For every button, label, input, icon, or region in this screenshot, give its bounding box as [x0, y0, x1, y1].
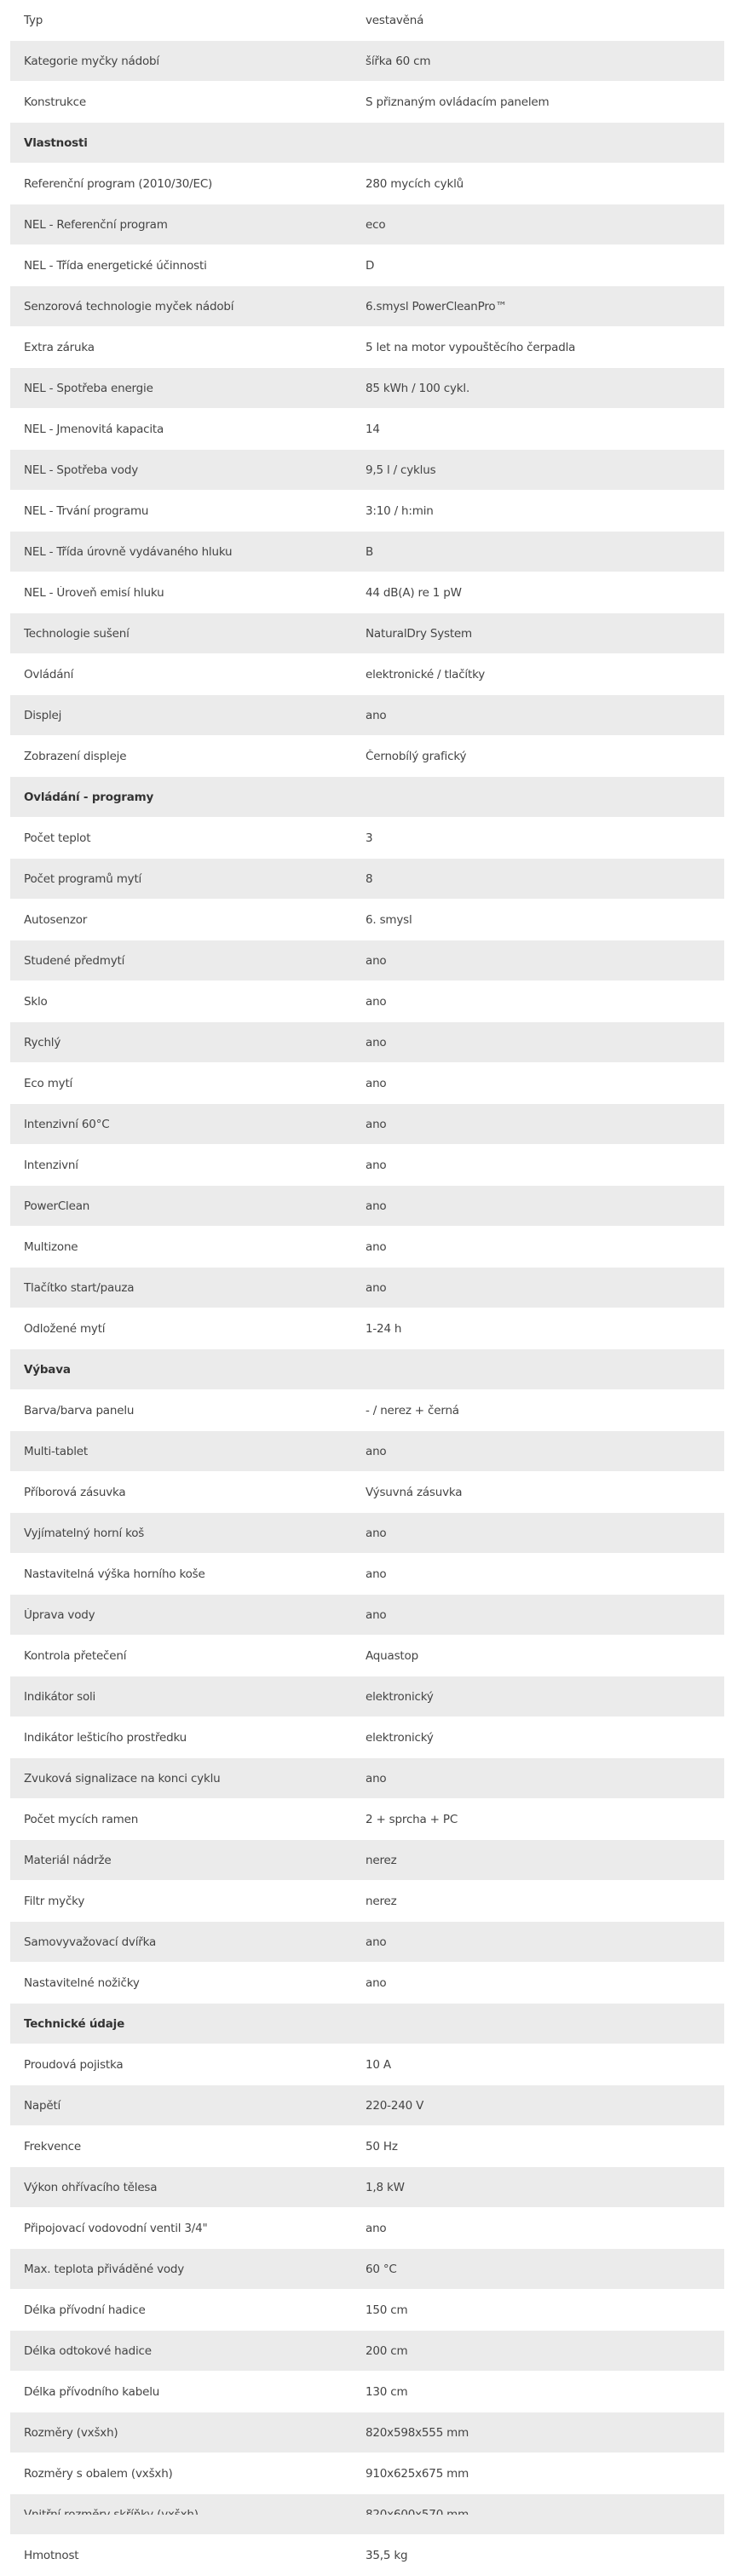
spec-label: Referenční program (2010/30/EC): [24, 176, 213, 191]
spec-value: S přiznaným ovládacím panelem: [366, 95, 550, 109]
spec-row: [10, 2167, 724, 2208]
spec-label: Ovládání: [24, 667, 74, 681]
spec-value: ano: [366, 1117, 387, 1131]
spec-row: [10, 0, 724, 41]
spec-row: [10, 2085, 724, 2126]
spec-row: [10, 654, 724, 695]
spec-label: Délka odtokové hadice: [24, 2343, 152, 2358]
spec-label: Příborová zásuvka: [24, 1485, 126, 1499]
spec-row: [10, 900, 724, 940]
spec-row: [10, 1554, 724, 1595]
spec-value: elektronické / tlačítky: [366, 667, 485, 681]
spec-row: [10, 1595, 724, 1636]
spec-row: [10, 859, 724, 900]
spec-value: ano: [366, 994, 387, 1009]
spec-row: [10, 2453, 724, 2494]
spec-label: Barva/barva panelu: [24, 1403, 135, 1417]
spec-value: ano: [366, 1975, 387, 1990]
spec-row: [10, 1104, 724, 1145]
spec-value: 6. smysl: [366, 912, 412, 927]
spec-value: ano: [366, 1199, 387, 1213]
spec-value: ano: [366, 1444, 387, 1458]
spec-value: 8: [366, 871, 373, 886]
spec-value: 1-24 h: [366, 1321, 402, 1336]
spec-label: Hmotnost: [24, 2548, 79, 2562]
spec-row: [10, 491, 724, 532]
spec-row: [10, 1922, 724, 1963]
spec-value: 280 mycích cyklů: [366, 176, 464, 191]
spec-value: 2 + sprcha + PC: [366, 1812, 458, 1826]
spec-label: Výkon ohřívacího tělesa: [24, 2180, 158, 2194]
spec-label: Rozměry (vxšxh): [24, 2425, 118, 2440]
spec-row: [10, 1186, 724, 1227]
spec-label: Délka přívodního kabelu: [24, 2384, 160, 2399]
spec-label: Odložené mytí: [24, 1321, 106, 1336]
spec-value: ano: [366, 1935, 387, 1949]
spec-label: Filtr myčky: [24, 1894, 85, 1908]
spec-value: eco: [366, 217, 386, 232]
spec-row: [10, 2372, 724, 2412]
spec-label: Nastavitelná výška horního koše: [24, 1567, 205, 1581]
section-header-row: [10, 2004, 724, 2044]
spec-label: NEL - Referenční program: [24, 217, 168, 232]
spec-value: 200 cm: [366, 2343, 408, 2358]
spec-label: Vyjímatelný horní koš: [24, 1526, 145, 1540]
spec-label: PowerClean: [24, 1199, 90, 1213]
spec-label: Úprava vody: [24, 1607, 95, 1622]
spec-value: - / nerez + černá: [366, 1403, 459, 1417]
spec-value: ano: [366, 1607, 387, 1622]
spec-row: [10, 1145, 724, 1186]
spec-value: 14: [366, 422, 380, 436]
spec-label: Zobrazení displeje: [24, 749, 127, 763]
spec-label: Kategorie myčky nádobí: [24, 54, 159, 68]
spec-row: [10, 2331, 724, 2372]
section-title: Ovládání - programy: [24, 790, 154, 804]
spec-label: Autosenzor: [24, 912, 88, 927]
spec-value: ano: [366, 1035, 387, 1049]
spec-row: [10, 1881, 724, 1922]
spec-row: [10, 2208, 724, 2249]
spec-value: Aquastop: [366, 1648, 418, 1663]
spec-label: Rychlý: [24, 1035, 61, 1049]
spec-value: šířka 60 cm: [366, 54, 431, 68]
spec-row: [10, 2044, 724, 2085]
spec-row: [10, 1799, 724, 1840]
spec-row: [10, 1717, 724, 1758]
spec-label: Typ: [24, 13, 43, 27]
spec-row: [10, 1840, 724, 1881]
spec-row: [10, 2290, 724, 2331]
spec-row: [10, 940, 724, 981]
spec-value: 1,8 kW: [366, 2180, 405, 2194]
section-title: Vlastnosti: [24, 135, 88, 150]
spec-row: [10, 2412, 724, 2453]
spec-label: Indikátor lešticího prostředku: [24, 1730, 187, 1745]
spec-row: [10, 981, 724, 1022]
spec-value: ano: [366, 1076, 387, 1090]
spec-row: [10, 2535, 724, 2576]
spec-label: Intenzivní 60°C: [24, 1117, 110, 1131]
spec-value: 60 °C: [366, 2262, 397, 2276]
spec-value: 150 cm: [366, 2303, 408, 2317]
section-header-row: [10, 777, 724, 818]
spec-value: 6.smysl PowerCleanPro™: [366, 299, 507, 313]
spec-label: Multizone: [24, 1239, 78, 1254]
spec-row: [10, 1063, 724, 1104]
spec-row: [10, 1431, 724, 1472]
spec-row: [10, 450, 724, 491]
spec-row: [10, 2126, 724, 2167]
spec-row: [10, 327, 724, 368]
section-header-row: [10, 1349, 724, 1390]
spec-label: Sklo: [24, 994, 48, 1009]
spec-label: NEL - Jmenovitá kapacita: [24, 422, 164, 436]
spec-value: 130 cm: [366, 2384, 408, 2399]
spec-row: [10, 1676, 724, 1717]
spec-value: ano: [366, 1526, 387, 1540]
spec-label: Intenzivní: [24, 1158, 78, 1172]
spec-row: [10, 1758, 724, 1799]
spec-label: Tlačítko start/pauza: [24, 1280, 135, 1295]
spec-value: 3: [366, 831, 373, 845]
spec-label: Napětí: [24, 2098, 61, 2113]
spec-label: Připojovací vodovodní ventil 3/4": [24, 2221, 208, 2235]
spec-value: ano: [366, 1239, 387, 1254]
spec-value: Výsuvná zásuvka: [366, 1485, 463, 1499]
section-header-row: [10, 123, 724, 164]
spec-label: Max. teplota přiváděné vody: [24, 2262, 185, 2276]
spec-row: [10, 204, 724, 245]
spec-row: [10, 82, 724, 123]
spec-table: [10, 0, 724, 2576]
spec-row: [10, 1513, 724, 1554]
spec-label: NEL - Spotřeba vody: [24, 463, 138, 477]
spec-label: Materiál nádrže: [24, 1853, 112, 1867]
spec-value: elektronický: [366, 1689, 434, 1704]
spec-value: 910x625x675 mm: [366, 2466, 469, 2481]
spec-value: ano: [366, 2221, 387, 2235]
spec-row: [10, 1636, 724, 1676]
spec-row: [10, 368, 724, 409]
spec-label: Rozměry s obalem (vxšxh): [24, 2466, 173, 2481]
spec-row: [10, 736, 724, 777]
spec-label: NEL - Trvání programu: [24, 503, 149, 518]
spec-row: [10, 2249, 724, 2290]
spec-label: Nastavitelné nožičky: [24, 1975, 140, 1990]
spec-row: [10, 41, 724, 82]
spec-value: 10 A: [366, 2057, 391, 2072]
spec-value: D: [366, 258, 375, 273]
spec-label: NEL - Úroveň emisí hluku: [24, 585, 164, 600]
spec-value: elektronický: [366, 1730, 434, 1745]
spec-label: Senzorová technologie myček nádobí: [24, 299, 234, 313]
spec-label: Proudová pojistka: [24, 2057, 124, 2072]
spec-label: Displej: [24, 708, 62, 722]
spec-value: Černobílý grafický: [366, 749, 467, 763]
section-title: Technické údaje: [24, 2016, 125, 2031]
spec-row: [10, 695, 724, 736]
spec-label: Délka přívodní hadice: [24, 2303, 146, 2317]
spec-row: [10, 1022, 724, 1063]
spec-value: ano: [366, 1158, 387, 1172]
spec-value: 5 let na motor vypouštěcího čerpadla: [366, 340, 576, 354]
spec-label: NEL - Třída energetické účinnosti: [24, 258, 207, 273]
spec-value: 44 dB(A) re 1 pW: [366, 585, 462, 600]
spec-row: [10, 532, 724, 572]
spec-value: ano: [366, 1280, 387, 1295]
spec-row: [10, 245, 724, 286]
spec-value: ano: [366, 708, 387, 722]
spec-value: B: [366, 544, 374, 559]
spec-row: [10, 1472, 724, 1513]
spec-label: Multi-tablet: [24, 1444, 88, 1458]
spec-row: [10, 613, 724, 654]
table-continuation: [10, 2515, 724, 2529]
spec-label: Extra záruka: [24, 340, 95, 354]
spec-row: [10, 1268, 724, 1308]
spec-value: 220-240 V: [366, 2098, 424, 2113]
spec-row: [10, 1227, 724, 1268]
spec-row: [10, 1308, 724, 1349]
spec-label: Počet programů mytí: [24, 871, 142, 886]
spec-value: ano: [366, 953, 387, 968]
spec-row: [10, 1963, 724, 2004]
spec-label: Kontrola přetečení: [24, 1648, 127, 1663]
spec-label: Zvuková signalizace na konci cyklu: [24, 1771, 221, 1785]
spec-row: [10, 286, 724, 327]
spec-row: [10, 572, 724, 613]
spec-value: 35,5 kg: [366, 2548, 408, 2562]
spec-label: Frekvence: [24, 2139, 81, 2153]
spec-label: Eco mytí: [24, 1076, 73, 1090]
spec-label: NEL - Spotřeba energie: [24, 381, 153, 395]
spec-value: ano: [366, 1567, 387, 1581]
spec-value: nerez: [366, 1853, 397, 1867]
spec-value: vestavěná: [366, 13, 424, 27]
spec-value: 50 Hz: [366, 2139, 398, 2153]
spec-value: NaturalDry System: [366, 626, 472, 641]
spec-row: [10, 818, 724, 859]
spec-value: 3:10 / h:min: [366, 503, 434, 518]
spec-label: Technologie sušení: [24, 626, 130, 641]
spec-row: [10, 409, 724, 450]
spec-value: 9,5 l / cyklus: [366, 463, 436, 477]
spec-row: [10, 1390, 724, 1431]
spec-value: nerez: [366, 1894, 397, 1908]
spec-label: Studené předmytí: [24, 953, 125, 968]
spec-value: 85 kWh / 100 cykl.: [366, 381, 470, 395]
spec-value: 820x598x555 mm: [366, 2425, 469, 2440]
spec-label: NEL - Třída úrovně vydávaného hluku: [24, 544, 233, 559]
spec-label: Indikátor soli: [24, 1689, 96, 1704]
spec-label: Konstrukce: [24, 95, 86, 109]
section-title: Výbava: [24, 1362, 71, 1377]
spec-label: Počet teplot: [24, 831, 91, 845]
spec-row: [10, 164, 724, 204]
spec-value: ano: [366, 1771, 387, 1785]
spec-label: Samovyvažovací dvířka: [24, 1935, 157, 1949]
spec-label: Počet mycích ramen: [24, 1812, 139, 1826]
